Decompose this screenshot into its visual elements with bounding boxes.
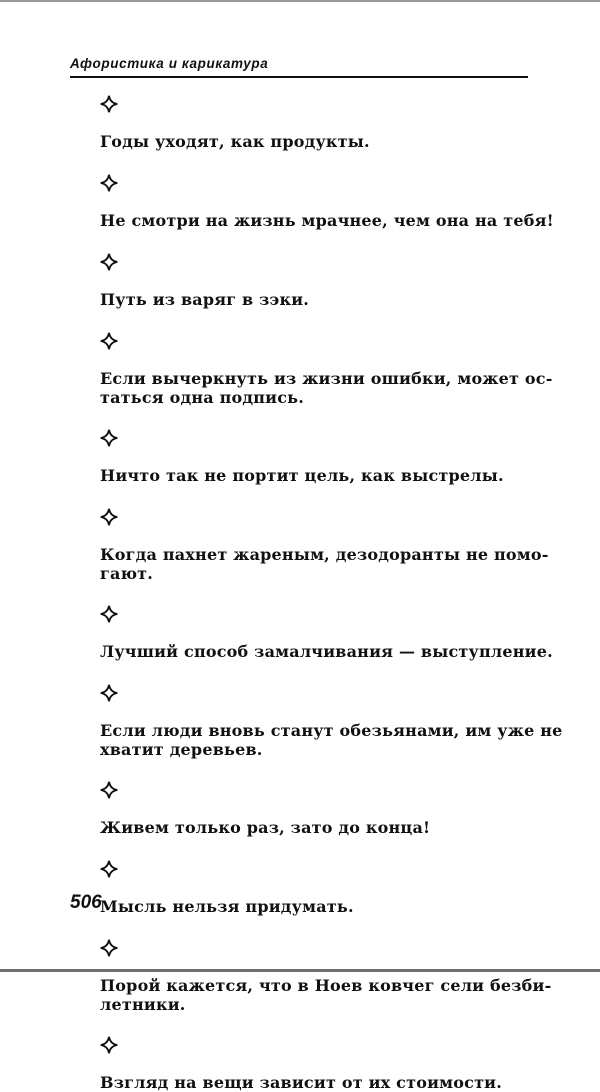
four-point-star-icon (100, 253, 118, 271)
aphorism-text (100, 897, 532, 916)
page-number: 506 (70, 892, 102, 913)
aphorism-text (100, 642, 553, 661)
four-point-star-icon (100, 860, 118, 878)
aphorism-entry (100, 605, 553, 684)
four-point-star-icon (100, 939, 118, 957)
aphorism-line: Не смотри на жизнь мрачнее, чем она на тебя! (100, 211, 554, 230)
aphorism-line: Если вычеркнуть из жизни ошибки, может ос- (100, 369, 553, 388)
four-point-star-icon (100, 174, 118, 192)
aphorism-line: Порой кажется, что в Ноев ковчег сели безби- (100, 976, 552, 995)
aphorism-text (100, 1073, 532, 1092)
aphorism-text (100, 721, 563, 759)
four-point-star-icon (100, 684, 118, 702)
four-point-star-icon (100, 1036, 118, 1054)
aphorism-entry (100, 95, 532, 174)
aphorism-line: Мысль нельзя придумать. (100, 897, 354, 916)
aphorism-line: гают. (100, 564, 154, 583)
aphorism-entry (100, 332, 553, 429)
aphorism-text (100, 545, 549, 583)
aphorism-line: Взгляд на вещи зависит от их стоимости. (100, 1073, 503, 1092)
aphorism-text (100, 132, 532, 151)
aphorism-line: Живем только раз, зато до конца! (100, 818, 431, 837)
header-rule (70, 76, 528, 78)
aphorism-entry (100, 860, 532, 939)
aphorism-entry (100, 508, 549, 605)
aphorism-line: Лучший способ замалчивания — выступление. (100, 642, 553, 661)
aphorism-text (100, 466, 532, 485)
four-point-star-icon (100, 508, 118, 526)
aphorism-text (100, 369, 553, 407)
aphorism-list (100, 95, 563, 1092)
four-point-star-icon (100, 605, 118, 623)
aphorism-line: таться одна подпись. (100, 388, 304, 407)
aphorism-text (100, 290, 532, 309)
four-point-star-icon (100, 95, 118, 113)
four-point-star-icon (100, 429, 118, 447)
aphorism-line: Когда пахнет жареным, дезодоранты не помо- (100, 545, 549, 564)
four-point-star-icon (100, 781, 118, 799)
aphorism-text (100, 211, 554, 230)
aphorism-text (100, 976, 552, 1014)
aphorism-entry (100, 429, 532, 508)
aphorism-line: Ничто так не портит цель, как выстрелы. (100, 466, 504, 485)
running-head: Афористика и карикатура (70, 56, 269, 71)
aphorism-entry (100, 1036, 532, 1092)
aphorism-text (100, 818, 532, 837)
four-point-star-icon (100, 332, 118, 350)
aphorism-entry (100, 939, 552, 1036)
page-top-border (0, 0, 600, 2)
aphorism-line: Путь из варяг в зэки. (100, 290, 310, 309)
aphorism-line: Если люди вновь станут обезьянами, им уже не (100, 721, 563, 740)
aphorism-line: Годы уходят, как продукты. (100, 132, 370, 151)
aphorism-line: хватит деревьев. (100, 740, 263, 759)
aphorism-entry (100, 684, 563, 781)
aphorism-entry (100, 253, 532, 332)
aphorism-entry (100, 781, 532, 860)
aphorism-entry (100, 174, 554, 253)
aphorism-line: летники. (100, 995, 186, 1014)
